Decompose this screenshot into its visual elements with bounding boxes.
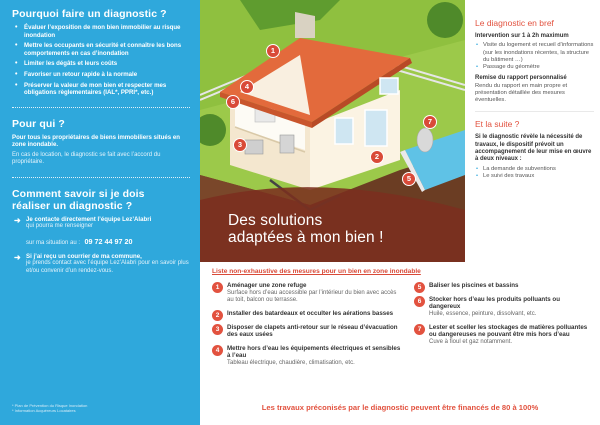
intervention-item: • Passage du géomètre xyxy=(475,64,594,71)
measure-title: Aménager une zone refuge xyxy=(227,282,307,289)
contact-commune-text: je prends contact avec l’équipe Lez’Alabri pour en savoir plus et/ou convenir d’un rendez-vous. xyxy=(26,260,189,274)
divider xyxy=(475,111,594,112)
who-title: Pour qui ? xyxy=(12,117,65,130)
why-bullet: • Mettre les occupants en sécurité et connaître les bons comportements en cas d’inondation xyxy=(12,42,190,57)
contact-commune-title: Si j’ai reçu un courrier de ma commune, xyxy=(26,252,142,260)
phone-number[interactable]: 09 72 44 97 20 xyxy=(84,236,133,246)
footnote: * Plan de Prévention du Risque Inondation xyxy=(12,403,88,408)
who-note: En cas de location, le diagnostic se fait avec l’accord du propriétaire. xyxy=(12,151,161,166)
arrow-right-icon: ➜ xyxy=(14,215,21,225)
slogan-line: Des solutions xyxy=(228,212,323,229)
measure-item xyxy=(414,282,592,290)
divider xyxy=(12,177,190,178)
measure-item xyxy=(212,310,402,318)
measure-number: 5 xyxy=(414,282,425,293)
measure-title: Stocker hors d’eau les produits polluants ou dangereux xyxy=(429,295,560,310)
house-illustration xyxy=(200,0,465,262)
measure-number: 3 xyxy=(212,324,223,335)
next-text: Si le diagnostic révèle la nécessité de travaux, le dispositif prévoit un accompagnement de leur mise en œuvre à deux niveaux : xyxy=(475,134,592,163)
who-text: Pour tous les propriétaires de biens immobiliers situés en zone inondable. xyxy=(12,133,180,149)
slogan xyxy=(228,212,384,246)
measure-number: 7 xyxy=(414,324,425,335)
intervention-item: • Visite du logement et recueil d’informations (sur les inondations récentes, la structure du bâtiment …) xyxy=(475,42,594,64)
diagnostic-summary-panel xyxy=(465,0,600,262)
measure-number: 2 xyxy=(212,310,223,321)
how-title-line2: réaliser un diagnostic ? xyxy=(12,199,133,212)
measures-heading: Liste non-exhaustive des mesures pour un bien en zone inondable xyxy=(212,268,421,275)
arrow-right-icon: ➜ xyxy=(14,252,21,262)
next-title: Et la suite ? xyxy=(475,119,520,130)
measure-title: Disposer de clapets anti-retour sur le réseau d’évacuation des eaux usées xyxy=(227,323,398,339)
marker-2: 2 xyxy=(370,150,384,164)
marker-3: 3 xyxy=(233,138,247,152)
marker-5: 5 xyxy=(402,172,416,186)
slogan-line: adaptées à mon bien ! xyxy=(228,229,384,246)
why-title: Pourquoi faire un diagnostic ? xyxy=(12,8,167,20)
how-title-line1: Comment savoir si je dois xyxy=(12,187,145,200)
footnote: * Information Acquéreurs Locataires xyxy=(12,408,76,413)
marker-7: 7 xyxy=(423,115,437,129)
why-bullet: • Préserver la valeur de mon bien et respecter mes obligations règlementaires (IAL*, PPRI*, etc.) xyxy=(12,82,190,97)
funding-note: Les travaux préconisés par le diagnostic peuvent être financés de 80 à 100% xyxy=(261,403,539,412)
intervention-title: Intervention sur 1 à 2h maximum xyxy=(475,33,569,39)
measure-desc: Tableau électrique, chaudière, climatisation, etc. xyxy=(227,359,355,366)
intervention-list xyxy=(475,42,594,71)
measure-item xyxy=(212,282,402,304)
why-bullet: • Évaluer l’exposition de mon bien immobilier au risque inondation xyxy=(12,24,190,39)
divider xyxy=(12,107,190,108)
report-text: Rendu du rapport en main propre et présentation détaillée des mesures éventuelles. xyxy=(475,82,568,104)
contact-team-title: Je contacte directement l’équipe Lez’Alabri xyxy=(26,215,152,223)
marker-4: 4 xyxy=(240,80,254,94)
footnotes xyxy=(12,403,87,413)
why-bullet-list xyxy=(12,24,190,97)
measure-item xyxy=(414,296,592,318)
measure-number: 6 xyxy=(414,296,425,307)
measure-title: Mettre hors d’eau les équipements électriques et sensibles à l’eau xyxy=(227,344,401,360)
measure-title: Baliser les piscines et bassins xyxy=(429,282,519,289)
left-info-panel xyxy=(0,0,200,425)
report-title: Remise du rapport personnalisé xyxy=(475,75,567,82)
next-item: • Le suivi des travaux xyxy=(475,173,594,180)
measure-item xyxy=(212,324,402,339)
summary-title: Le diagnostic en bref xyxy=(475,18,554,28)
measure-title: Lester et sceller les stockages de matières polluantes ou dangereuses ne pouvant être mis hors d’eau xyxy=(429,323,588,339)
contact-commune xyxy=(12,253,190,275)
measure-item xyxy=(212,345,402,367)
measures-section xyxy=(200,262,600,425)
measure-desc: Cuve à fioul et gaz notamment. xyxy=(429,338,513,345)
measure-number: 4 xyxy=(212,345,223,356)
why-bullet: • Favoriser un retour rapide à la normale xyxy=(12,71,190,79)
measure-title: Installer des batardeaux et occulter les aérations basses xyxy=(227,310,394,318)
next-list xyxy=(475,166,594,180)
measure-item xyxy=(414,324,592,346)
contact-team-text: qui pourra me renseigner xyxy=(26,223,94,230)
measure-number: 1 xyxy=(212,282,223,293)
measure-desc: Surface hors d’eau accessible par l’intérieur du bien avec accès au toit, balcon ou terrasse. xyxy=(227,289,397,303)
contact-team-text: sur ma situation au : xyxy=(26,239,81,246)
why-bullet: • Limiter les dégâts et leurs coûts xyxy=(12,60,190,68)
measures-column-right xyxy=(414,282,592,352)
measures-column-left xyxy=(212,282,402,373)
contact-team xyxy=(12,216,190,249)
marker-6: 6 xyxy=(226,95,240,109)
measure-desc: Huile, essence, peinture, dissolvant, etc. xyxy=(429,310,537,317)
marker-1: 1 xyxy=(266,44,280,58)
next-item: • La demande de subventions xyxy=(475,166,594,173)
